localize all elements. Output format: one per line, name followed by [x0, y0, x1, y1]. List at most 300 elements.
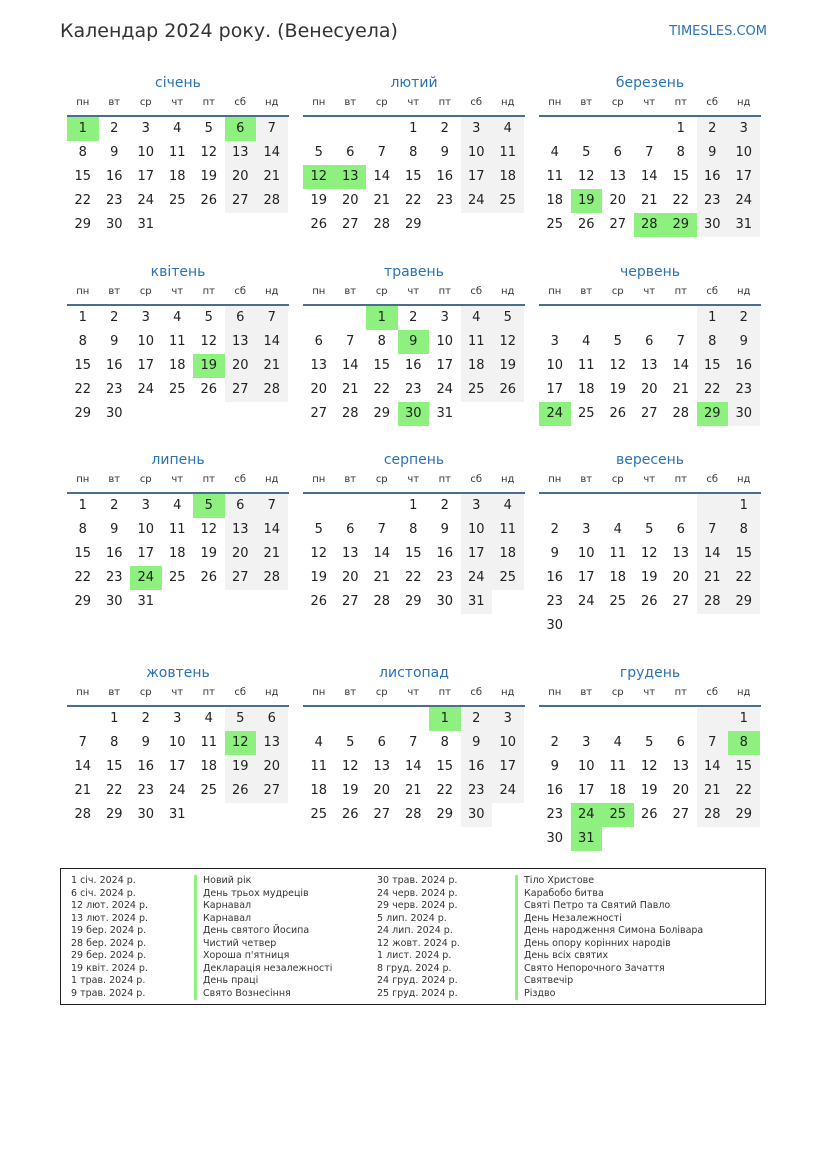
day-cell[interactable]: 11: [609, 759, 627, 774]
day-cell[interactable]: 16: [105, 358, 123, 373]
day-cell[interactable]: 1: [409, 498, 418, 513]
day-cell[interactable]: 30: [697, 213, 729, 237]
day-cell[interactable]: 22: [404, 570, 422, 585]
day-cell[interactable]: 5: [314, 145, 323, 160]
day-cell[interactable]: 5: [582, 145, 591, 160]
day-cell[interactable]: 28: [256, 566, 288, 590]
day-cell[interactable]: 2: [110, 498, 119, 513]
day-cell[interactable]: 9: [461, 731, 493, 755]
day-cell[interactable]: 25: [168, 570, 186, 585]
day-cell[interactable]: 25: [609, 594, 627, 609]
day-cell[interactable]: 21: [256, 354, 288, 378]
day-cell[interactable]: 10: [577, 546, 595, 561]
day-cell[interactable]: 19: [640, 570, 658, 585]
day-cell[interactable]: 20: [640, 382, 658, 397]
day-cell[interactable]: 5: [346, 735, 355, 750]
day-cell[interactable]: 20: [341, 193, 359, 208]
holiday-day-cell[interactable]: 1: [429, 707, 461, 731]
day-cell[interactable]: 19: [640, 783, 658, 798]
holiday-day-cell[interactable]: 25: [602, 803, 634, 827]
day-cell[interactable]: 3: [728, 117, 760, 141]
holiday-day-cell[interactable]: 1: [366, 306, 398, 330]
day-cell[interactable]: 7: [377, 145, 386, 160]
day-cell[interactable]: 12: [341, 759, 359, 774]
day-cell[interactable]: 8: [440, 735, 449, 750]
day-cell[interactable]: 10: [137, 522, 155, 537]
day-cell[interactable]: 7: [697, 731, 729, 755]
day-cell[interactable]: 26: [341, 807, 359, 822]
day-cell[interactable]: 14: [373, 546, 391, 561]
day-cell[interactable]: 5: [225, 707, 257, 731]
day-cell[interactable]: 8: [676, 145, 685, 160]
day-cell[interactable]: 28: [697, 590, 729, 614]
day-cell[interactable]: 25: [310, 807, 328, 822]
holiday-day-cell[interactable]: 6: [225, 117, 257, 141]
day-cell[interactable]: 25: [546, 217, 564, 232]
day-cell[interactable]: 8: [377, 334, 386, 349]
day-cell[interactable]: 5: [645, 735, 654, 750]
day-cell[interactable]: 31: [137, 594, 155, 609]
day-cell[interactable]: 18: [168, 546, 186, 561]
day-cell[interactable]: 17: [137, 546, 155, 561]
day-cell[interactable]: 18: [609, 570, 627, 585]
holiday-day-cell[interactable]: 24: [130, 566, 162, 590]
day-cell[interactable]: 10: [168, 735, 186, 750]
day-cell[interactable]: 27: [640, 406, 658, 421]
day-cell[interactable]: 11: [492, 141, 524, 165]
day-cell[interactable]: 26: [640, 807, 658, 822]
day-cell[interactable]: 17: [728, 165, 760, 189]
day-cell[interactable]: 26: [310, 217, 328, 232]
day-cell[interactable]: 14: [256, 518, 288, 542]
day-cell[interactable]: 2: [409, 310, 418, 325]
day-cell[interactable]: 27: [341, 594, 359, 609]
day-cell[interactable]: 5: [492, 306, 524, 330]
day-cell[interactable]: 1: [78, 310, 87, 325]
day-cell[interactable]: 30: [461, 803, 493, 827]
day-cell[interactable]: 23: [404, 382, 422, 397]
day-cell[interactable]: 22: [74, 382, 92, 397]
day-cell[interactable]: 3: [141, 121, 150, 136]
day-cell[interactable]: 29: [74, 217, 92, 232]
day-cell[interactable]: 18: [492, 542, 524, 566]
holiday-day-cell[interactable]: 12: [225, 731, 257, 755]
day-cell[interactable]: 28: [256, 189, 288, 213]
day-cell[interactable]: 20: [672, 570, 690, 585]
day-cell[interactable]: 21: [341, 382, 359, 397]
day-cell[interactable]: 13: [640, 358, 658, 373]
holiday-day-cell[interactable]: 29: [665, 213, 697, 237]
day-cell[interactable]: 21: [256, 542, 288, 566]
day-cell[interactable]: 7: [697, 518, 729, 542]
day-cell[interactable]: 5: [204, 310, 213, 325]
day-cell[interactable]: 21: [697, 566, 729, 590]
day-cell[interactable]: 20: [373, 783, 391, 798]
day-cell[interactable]: 14: [74, 759, 92, 774]
day-cell[interactable]: 1: [728, 707, 760, 731]
day-cell[interactable]: 2: [550, 735, 559, 750]
day-cell[interactable]: 31: [436, 406, 454, 421]
day-cell[interactable]: 13: [373, 759, 391, 774]
day-cell[interactable]: 31: [137, 217, 155, 232]
day-cell[interactable]: 23: [546, 807, 564, 822]
day-cell[interactable]: 3: [492, 707, 524, 731]
day-cell[interactable]: 16: [105, 546, 123, 561]
day-cell[interactable]: 14: [256, 141, 288, 165]
day-cell[interactable]: 22: [74, 193, 92, 208]
day-cell[interactable]: 16: [546, 783, 564, 798]
day-cell[interactable]: 10: [137, 334, 155, 349]
day-cell[interactable]: 21: [74, 783, 92, 798]
day-cell[interactable]: 24: [137, 382, 155, 397]
day-cell[interactable]: 5: [314, 522, 323, 537]
day-cell[interactable]: 4: [582, 334, 591, 349]
day-cell[interactable]: 16: [728, 354, 760, 378]
day-cell[interactable]: 13: [256, 731, 288, 755]
holiday-day-cell[interactable]: 13: [335, 165, 367, 189]
day-cell[interactable]: 11: [168, 522, 186, 537]
day-cell[interactable]: 8: [409, 145, 418, 160]
day-cell[interactable]: 17: [137, 358, 155, 373]
day-cell[interactable]: 1: [728, 494, 760, 518]
day-cell[interactable]: 15: [728, 755, 760, 779]
day-cell[interactable]: 3: [173, 711, 182, 726]
day-cell[interactable]: 16: [436, 169, 454, 184]
day-cell[interactable]: 15: [404, 546, 422, 561]
day-cell[interactable]: 2: [550, 522, 559, 537]
day-cell[interactable]: 30: [105, 594, 123, 609]
day-cell[interactable]: 14: [640, 169, 658, 184]
day-cell[interactable]: 27: [373, 807, 391, 822]
day-cell[interactable]: 29: [436, 807, 454, 822]
day-cell[interactable]: 19: [492, 354, 524, 378]
day-cell[interactable]: 30: [546, 831, 564, 846]
day-cell[interactable]: 21: [256, 165, 288, 189]
day-cell[interactable]: 6: [645, 334, 654, 349]
site-link[interactable]: TIMESLES.COM: [669, 24, 767, 39]
day-cell[interactable]: 18: [461, 354, 493, 378]
day-cell[interactable]: 7: [676, 334, 685, 349]
day-cell[interactable]: 31: [728, 213, 760, 237]
day-cell[interactable]: 27: [225, 378, 257, 402]
day-cell[interactable]: 11: [168, 145, 186, 160]
day-cell[interactable]: 10: [436, 334, 454, 349]
day-cell[interactable]: 6: [314, 334, 323, 349]
day-cell[interactable]: 9: [110, 145, 119, 160]
day-cell[interactable]: 18: [200, 759, 218, 774]
day-cell[interactable]: 4: [461, 306, 493, 330]
day-cell[interactable]: 25: [168, 382, 186, 397]
day-cell[interactable]: 19: [310, 570, 328, 585]
day-cell[interactable]: 20: [341, 570, 359, 585]
day-cell[interactable]: 27: [310, 406, 328, 421]
day-cell[interactable]: 12: [200, 145, 218, 160]
day-cell[interactable]: 28: [404, 807, 422, 822]
day-cell[interactable]: 12: [492, 330, 524, 354]
day-cell[interactable]: 7: [256, 494, 288, 518]
day-cell[interactable]: 23: [461, 779, 493, 803]
day-cell[interactable]: 20: [225, 354, 257, 378]
day-cell[interactable]: 18: [577, 382, 595, 397]
day-cell[interactable]: 24: [436, 382, 454, 397]
day-cell[interactable]: 24: [461, 566, 493, 590]
day-cell[interactable]: 13: [672, 546, 690, 561]
day-cell[interactable]: 26: [609, 406, 627, 421]
day-cell[interactable]: 22: [105, 783, 123, 798]
day-cell[interactable]: 13: [609, 169, 627, 184]
day-cell[interactable]: 29: [404, 594, 422, 609]
day-cell[interactable]: 22: [728, 779, 760, 803]
day-cell[interactable]: 21: [373, 193, 391, 208]
day-cell[interactable]: 21: [697, 779, 729, 803]
day-cell[interactable]: 24: [168, 783, 186, 798]
day-cell[interactable]: 19: [200, 546, 218, 561]
day-cell[interactable]: 16: [546, 570, 564, 585]
day-cell[interactable]: 6: [225, 306, 257, 330]
day-cell[interactable]: 28: [373, 217, 391, 232]
day-cell[interactable]: 30: [436, 594, 454, 609]
holiday-day-cell[interactable]: 24: [571, 803, 603, 827]
holiday-day-cell[interactable]: 9: [398, 330, 430, 354]
day-cell[interactable]: 6: [225, 494, 257, 518]
day-cell[interactable]: 9: [550, 546, 559, 561]
day-cell[interactable]: 24: [461, 189, 493, 213]
day-cell[interactable]: 28: [341, 406, 359, 421]
holiday-day-cell[interactable]: 29: [697, 402, 729, 426]
day-cell[interactable]: 13: [225, 141, 257, 165]
day-cell[interactable]: 4: [204, 711, 213, 726]
holiday-day-cell[interactable]: 28: [634, 213, 666, 237]
day-cell[interactable]: 6: [346, 145, 355, 160]
day-cell[interactable]: 22: [373, 382, 391, 397]
day-cell[interactable]: 15: [74, 169, 92, 184]
day-cell[interactable]: 17: [137, 169, 155, 184]
day-cell[interactable]: 3: [461, 117, 493, 141]
holiday-day-cell[interactable]: 19: [193, 354, 225, 378]
day-cell[interactable]: 19: [200, 169, 218, 184]
day-cell[interactable]: 4: [173, 121, 182, 136]
day-cell[interactable]: 12: [640, 546, 658, 561]
day-cell[interactable]: 26: [577, 217, 595, 232]
day-cell[interactable]: 10: [461, 141, 493, 165]
day-cell[interactable]: 23: [137, 783, 155, 798]
day-cell[interactable]: 15: [436, 759, 454, 774]
day-cell[interactable]: 29: [74, 594, 92, 609]
day-cell[interactable]: 15: [672, 169, 690, 184]
day-cell[interactable]: 28: [672, 406, 690, 421]
day-cell[interactable]: 3: [582, 735, 591, 750]
day-cell[interactable]: 29: [105, 807, 123, 822]
day-cell[interactable]: 4: [173, 310, 182, 325]
day-cell[interactable]: 18: [609, 783, 627, 798]
day-cell[interactable]: 27: [225, 189, 257, 213]
day-cell[interactable]: 13: [310, 358, 328, 373]
day-cell[interactable]: 16: [697, 165, 729, 189]
day-cell[interactable]: 27: [225, 566, 257, 590]
day-cell[interactable]: 11: [200, 735, 218, 750]
day-cell[interactable]: 14: [341, 358, 359, 373]
day-cell[interactable]: 31: [461, 590, 493, 614]
day-cell[interactable]: 30: [546, 618, 564, 633]
day-cell[interactable]: 27: [609, 217, 627, 232]
day-cell[interactable]: 24: [577, 594, 595, 609]
day-cell[interactable]: 10: [728, 141, 760, 165]
day-cell[interactable]: 12: [200, 334, 218, 349]
day-cell[interactable]: 17: [577, 570, 595, 585]
day-cell[interactable]: 28: [697, 803, 729, 827]
day-cell[interactable]: 22: [672, 193, 690, 208]
day-cell[interactable]: 15: [697, 354, 729, 378]
day-cell[interactable]: 6: [346, 522, 355, 537]
day-cell[interactable]: 27: [256, 779, 288, 803]
day-cell[interactable]: 18: [546, 193, 564, 208]
day-cell[interactable]: 7: [409, 735, 418, 750]
day-cell[interactable]: 15: [373, 358, 391, 373]
day-cell[interactable]: 7: [377, 522, 386, 537]
day-cell[interactable]: 11: [546, 169, 564, 184]
day-cell[interactable]: 2: [141, 711, 150, 726]
day-cell[interactable]: 16: [137, 759, 155, 774]
day-cell[interactable]: 22: [436, 783, 454, 798]
day-cell[interactable]: 16: [461, 755, 493, 779]
day-cell[interactable]: 26: [225, 779, 257, 803]
holiday-day-cell[interactable]: 31: [571, 827, 603, 851]
day-cell[interactable]: 25: [200, 783, 218, 798]
day-cell[interactable]: 18: [168, 169, 186, 184]
day-cell[interactable]: 7: [256, 306, 288, 330]
day-cell[interactable]: 30: [105, 217, 123, 232]
day-cell[interactable]: 3: [440, 310, 449, 325]
day-cell[interactable]: 7: [78, 735, 87, 750]
day-cell[interactable]: 17: [546, 382, 564, 397]
day-cell[interactable]: 4: [613, 735, 622, 750]
day-cell[interactable]: 26: [200, 193, 218, 208]
day-cell[interactable]: 21: [640, 193, 658, 208]
day-cell[interactable]: 15: [74, 358, 92, 373]
day-cell[interactable]: 5: [613, 334, 622, 349]
day-cell[interactable]: 3: [461, 494, 493, 518]
day-cell[interactable]: 2: [728, 306, 760, 330]
day-cell[interactable]: 1: [697, 306, 729, 330]
day-cell[interactable]: 20: [672, 783, 690, 798]
day-cell[interactable]: 2: [697, 117, 729, 141]
day-cell[interactable]: 1: [78, 498, 87, 513]
day-cell[interactable]: 24: [137, 193, 155, 208]
day-cell[interactable]: 9: [550, 759, 559, 774]
day-cell[interactable]: 12: [577, 169, 595, 184]
holiday-day-cell[interactable]: 5: [193, 494, 225, 518]
day-cell[interactable]: 12: [609, 358, 627, 373]
holiday-day-cell[interactable]: 19: [571, 189, 603, 213]
day-cell[interactable]: 15: [105, 759, 123, 774]
day-cell[interactable]: 13: [672, 759, 690, 774]
day-cell[interactable]: 1: [409, 121, 418, 136]
day-cell[interactable]: 6: [377, 735, 386, 750]
day-cell[interactable]: 4: [550, 145, 559, 160]
day-cell[interactable]: 10: [577, 759, 595, 774]
day-cell[interactable]: 14: [697, 542, 729, 566]
day-cell[interactable]: 14: [697, 755, 729, 779]
day-cell[interactable]: 6: [613, 145, 622, 160]
holiday-day-cell[interactable]: 12: [303, 165, 335, 189]
day-cell[interactable]: 6: [676, 735, 685, 750]
day-cell[interactable]: 18: [310, 783, 328, 798]
day-cell[interactable]: 16: [404, 358, 422, 373]
day-cell[interactable]: 9: [728, 330, 760, 354]
day-cell[interactable]: 24: [492, 779, 524, 803]
day-cell[interactable]: 5: [645, 522, 654, 537]
day-cell[interactable]: 20: [225, 165, 257, 189]
day-cell[interactable]: 25: [577, 406, 595, 421]
day-cell[interactable]: 27: [341, 217, 359, 232]
day-cell[interactable]: 4: [173, 498, 182, 513]
day-cell[interactable]: 23: [697, 189, 729, 213]
day-cell[interactable]: 9: [110, 334, 119, 349]
day-cell[interactable]: 11: [609, 546, 627, 561]
day-cell[interactable]: 24: [728, 189, 760, 213]
day-cell[interactable]: 13: [341, 546, 359, 561]
day-cell[interactable]: 19: [310, 193, 328, 208]
day-cell[interactable]: 17: [461, 165, 493, 189]
day-cell[interactable]: 14: [672, 358, 690, 373]
day-cell[interactable]: 29: [404, 217, 422, 232]
day-cell[interactable]: 19: [225, 755, 257, 779]
day-cell[interactable]: 31: [168, 807, 186, 822]
day-cell[interactable]: 27: [672, 807, 690, 822]
day-cell[interactable]: 8: [78, 334, 87, 349]
day-cell[interactable]: 28: [74, 807, 92, 822]
day-cell[interactable]: 9: [110, 522, 119, 537]
day-cell[interactable]: 3: [582, 522, 591, 537]
day-cell[interactable]: 12: [640, 759, 658, 774]
day-cell[interactable]: 2: [110, 121, 119, 136]
day-cell[interactable]: 22: [697, 378, 729, 402]
day-cell[interactable]: 23: [546, 594, 564, 609]
day-cell[interactable]: 17: [436, 358, 454, 373]
day-cell[interactable]: 27: [672, 594, 690, 609]
day-cell[interactable]: 7: [346, 334, 355, 349]
day-cell[interactable]: 29: [373, 406, 391, 421]
day-cell[interactable]: 26: [492, 378, 524, 402]
day-cell[interactable]: 8: [78, 145, 87, 160]
day-cell[interactable]: 7: [256, 117, 288, 141]
day-cell[interactable]: 21: [672, 382, 690, 397]
day-cell[interactable]: 10: [461, 518, 493, 542]
day-cell[interactable]: 25: [168, 193, 186, 208]
day-cell[interactable]: 8: [728, 518, 760, 542]
day-cell[interactable]: 22: [404, 193, 422, 208]
day-cell[interactable]: 3: [141, 310, 150, 325]
day-cell[interactable]: 4: [613, 522, 622, 537]
day-cell[interactable]: 11: [168, 334, 186, 349]
holiday-day-cell[interactable]: 30: [398, 402, 430, 426]
day-cell[interactable]: 11: [492, 518, 524, 542]
day-cell[interactable]: 15: [404, 169, 422, 184]
day-cell[interactable]: 23: [105, 382, 123, 397]
day-cell[interactable]: 30: [105, 406, 123, 421]
day-cell[interactable]: 25: [492, 189, 524, 213]
day-cell[interactable]: 28: [373, 594, 391, 609]
day-cell[interactable]: 1: [676, 121, 685, 136]
day-cell[interactable]: 20: [256, 755, 288, 779]
day-cell[interactable]: 17: [461, 542, 493, 566]
day-cell[interactable]: 18: [168, 358, 186, 373]
day-cell[interactable]: 8: [697, 330, 729, 354]
holiday-day-cell[interactable]: 8: [728, 731, 760, 755]
day-cell[interactable]: 11: [310, 759, 328, 774]
day-cell[interactable]: 13: [225, 518, 257, 542]
day-cell[interactable]: 23: [105, 193, 123, 208]
